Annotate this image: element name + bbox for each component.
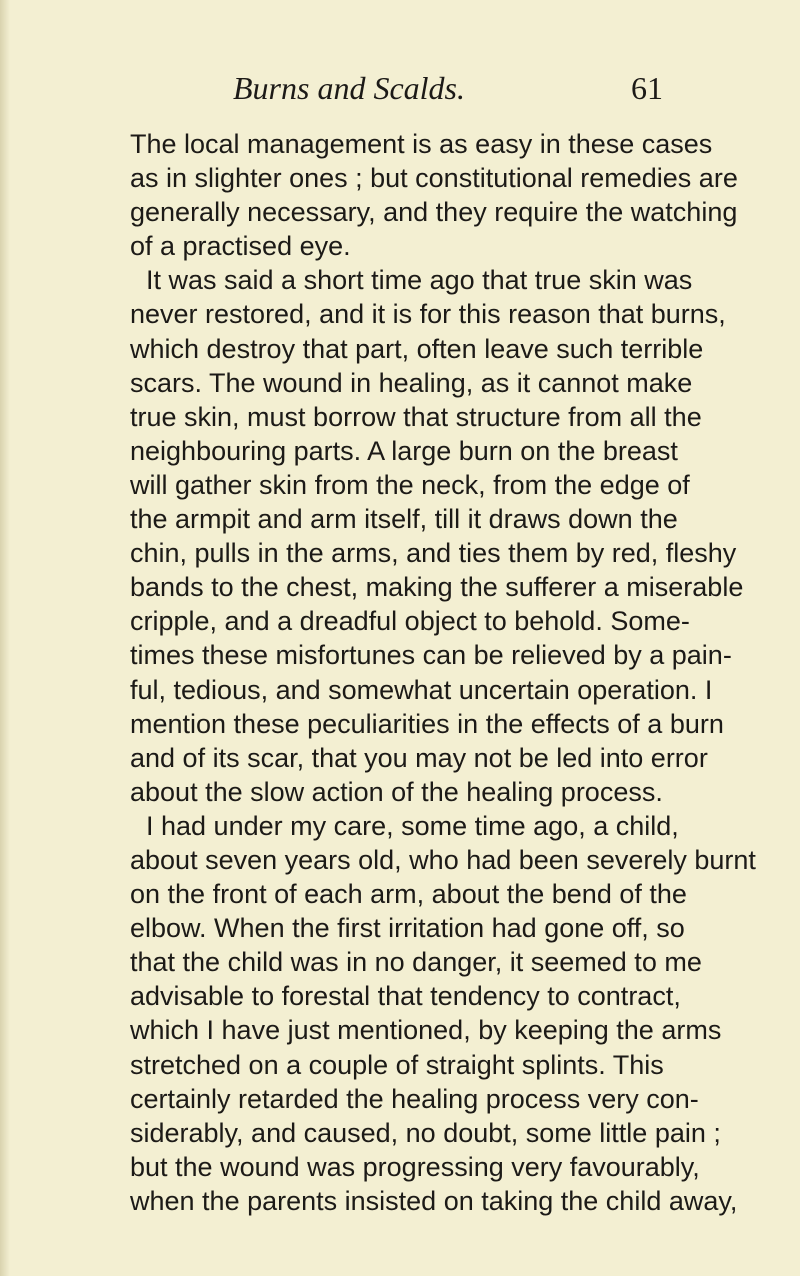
text-line: which destroy that part, often leave such terrible: [130, 333, 704, 364]
text-line: on the front of each arm, about the bend of the: [130, 879, 687, 910]
text-line: ful, tedious, and somewhat uncertain operation. I: [130, 674, 713, 705]
text-line: neighbouring parts. A large burn on the breast: [130, 435, 678, 466]
body-text: [130, 127, 756, 1218]
text-line: but the wound was progressing very favourably,: [130, 1151, 700, 1182]
text-line: when the parents insisted on taking the child away,: [130, 1185, 738, 1216]
text-line: siderably, and caused, no doubt, some little pain ;: [130, 1117, 721, 1148]
text-line: as in slighter ones ; but constitutional remedies are: [130, 163, 738, 194]
text-line: will gather skin from the neck, from the edge of: [130, 469, 690, 500]
text-line: mention these peculiarities in the effects of a burn: [130, 708, 724, 739]
text-line: scars. The wound in healing, as it cannot make: [130, 367, 693, 398]
page-number: 61: [631, 70, 663, 106]
page-gutter-shadow: [0, 0, 10, 1276]
text-line: of a practised eye.: [130, 231, 351, 262]
text-line: elbow. When the first irritation had gone off, so: [130, 913, 685, 944]
text-line: true skin, must borrow that structure from all the: [130, 401, 702, 432]
running-head: [130, 70, 663, 110]
running-head-title: Burns and Scalds.: [233, 70, 465, 106]
text-line: the armpit and arm itself, till it draws down the: [130, 504, 678, 535]
text-line: I had under my care, some time ago, a child,: [146, 810, 679, 841]
text-line: and of its scar, that you may not be led into error: [130, 742, 708, 773]
text-line: bands to the chest, making the sufferer a miserable: [130, 572, 744, 603]
text-line: advisable to forestal that tendency to contract,: [130, 981, 681, 1012]
text-line: stretched on a couple of straight splints. This: [130, 1049, 664, 1080]
text-line: The local management is as easy in these cases: [130, 129, 713, 159]
text-line: certainly retarded the healing process very con-: [130, 1083, 699, 1114]
text-line: about seven years old, who had been severely burnt: [130, 844, 756, 875]
text-line: which I have just mentioned, by keeping the arms: [130, 1015, 722, 1046]
text-line: It was said a short time ago that true skin was: [146, 265, 693, 296]
text-line: chin, pulls in the arms, and ties them by red, fleshy: [130, 538, 737, 569]
text-line: cripple, and a dreadful object to behold. Some-: [130, 606, 690, 637]
text-line: never restored, and it is for this reason that burns,: [130, 299, 726, 330]
text-line: about the slow action of the healing process.: [130, 776, 663, 807]
text-line: generally necessary, and they require the watching: [130, 197, 738, 228]
text-line: times these misfortunes can be relieved by a pain-: [130, 640, 732, 671]
text-line: that the child was in no danger, it seemed to me: [130, 947, 702, 978]
